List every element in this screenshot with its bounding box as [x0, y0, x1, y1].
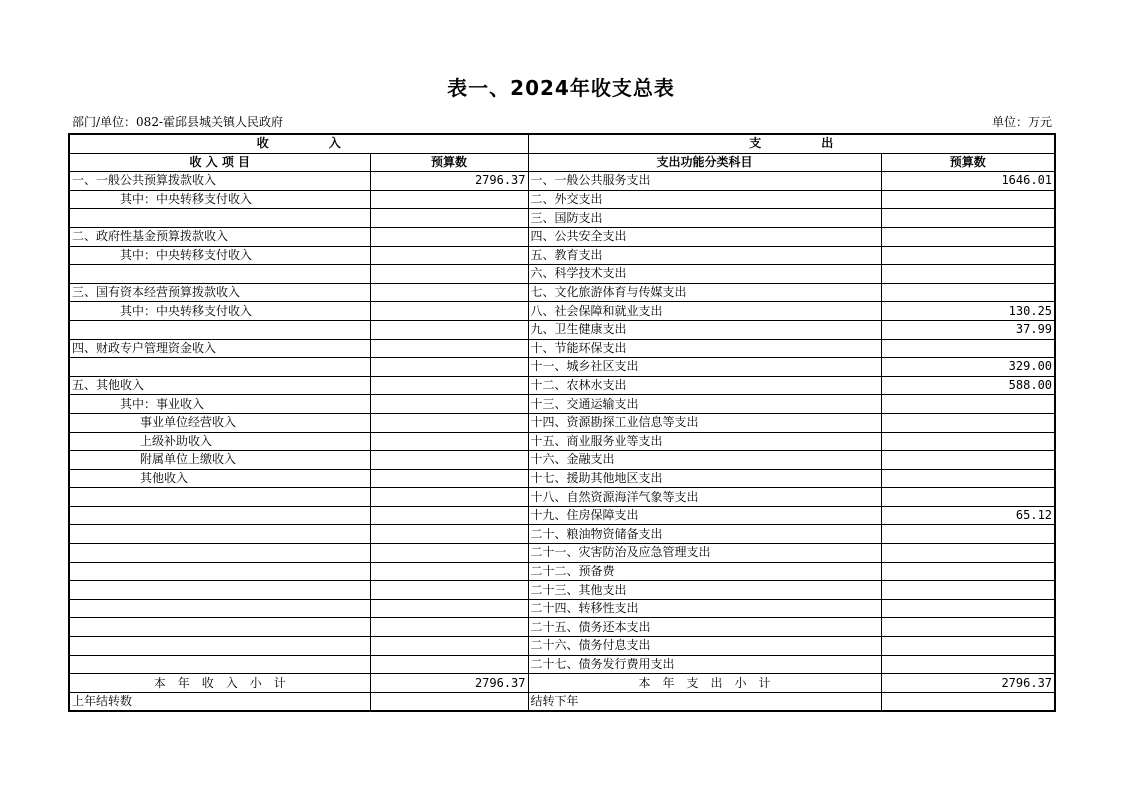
expense-amount-cell: 65.12 — [881, 506, 1055, 525]
expense-item-cell: 一、一般公共服务支出 — [528, 172, 881, 191]
table-group-header-row — [69, 134, 1055, 153]
expense-amount-cell: 1646.01 — [881, 172, 1055, 191]
income-item-cell: 事业单位经营收入 — [69, 413, 370, 432]
expense-amount-cell: 130.25 — [881, 302, 1055, 321]
page-title: 表一、2024年收支总表 — [447, 76, 675, 100]
income-subtotal-label: 本 年 收 入 小 计 — [69, 674, 370, 693]
table-row — [69, 562, 1055, 581]
table-row — [69, 358, 1055, 377]
income-amount-cell: 2796.37 — [370, 172, 528, 191]
income-item-cell — [69, 655, 370, 674]
expense-amount-cell: 329.00 — [881, 358, 1055, 377]
table-row — [69, 172, 1055, 191]
table-row — [69, 544, 1055, 563]
expense-item-cell: 十七、援助其他地区支出 — [528, 469, 881, 488]
carry-over-row — [69, 692, 1055, 711]
expense-item-cell: 十三、交通运输支出 — [528, 395, 881, 414]
expense-item-cell: 十二、农林水支出 — [528, 376, 881, 395]
income-amount-cell — [370, 488, 528, 507]
table-row — [69, 618, 1055, 637]
table-row — [69, 488, 1055, 507]
income-item-cell — [69, 562, 370, 581]
table-row — [69, 209, 1055, 228]
income-amount-cell — [370, 655, 528, 674]
income-carry-amount — [370, 692, 528, 711]
expense-item-cell: 四、公共安全支出 — [528, 227, 881, 246]
income-amount-cell — [370, 637, 528, 656]
expense-amount-cell — [881, 525, 1055, 544]
income-amount-cell — [370, 283, 528, 302]
income-item-cell — [69, 618, 370, 637]
expense-amount-cell — [881, 488, 1055, 507]
expense-carry-label: 结转下年 — [528, 692, 881, 711]
expense-amount-cell — [881, 190, 1055, 209]
income-item-header: 收 入 项 目 — [69, 153, 370, 172]
income-amount-cell — [370, 227, 528, 246]
expense-subtotal-label: 本 年 支 出 小 计 — [528, 674, 881, 693]
expense-item-cell: 十五、商业服务业等支出 — [528, 432, 881, 451]
income-item-cell: 上级补助收入 — [69, 432, 370, 451]
table-row — [69, 637, 1055, 656]
income-amount-cell — [370, 469, 528, 488]
expense-amount-cell — [881, 581, 1055, 600]
table-row — [69, 525, 1055, 544]
expense-item-cell: 十一、城乡社区支出 — [528, 358, 881, 377]
income-group-header: 收 入 — [69, 134, 528, 153]
expense-amount-cell: 37.99 — [881, 320, 1055, 339]
income-item-cell — [69, 506, 370, 525]
table-row — [69, 655, 1055, 674]
expense-group-header: 支 出 — [528, 134, 1055, 153]
expense-amount-cell — [881, 209, 1055, 228]
expense-item-cell: 三、国防支出 — [528, 209, 881, 228]
table-row — [69, 320, 1055, 339]
expense-budget-header: 预算数 — [881, 153, 1055, 172]
income-amount-cell — [370, 190, 528, 209]
expense-item-cell: 二十七、债务发行费用支出 — [528, 655, 881, 674]
expense-subtotal-amount: 2796.37 — [881, 674, 1055, 693]
expense-item-cell: 二十一、灾害防治及应急管理支出 — [528, 544, 881, 563]
unit-label: 单位：万元 — [991, 115, 1052, 129]
expense-amount-cell — [881, 599, 1055, 618]
expense-amount-cell — [881, 469, 1055, 488]
expense-item-cell: 五、教育支出 — [528, 246, 881, 265]
expense-item-cell: 二十二、预备费 — [528, 562, 881, 581]
table-row — [69, 506, 1055, 525]
table-row — [69, 190, 1055, 209]
expense-amount-cell — [881, 544, 1055, 563]
income-item-cell — [69, 637, 370, 656]
income-item-cell — [69, 209, 370, 228]
income-amount-cell — [370, 506, 528, 525]
expense-item-cell: 十九、住房保障支出 — [528, 506, 881, 525]
table-row — [69, 302, 1055, 321]
table-row — [69, 339, 1055, 358]
income-subtotal-amount: 2796.37 — [370, 674, 528, 693]
expense-amount-cell — [881, 432, 1055, 451]
income-item-cell: 其他收入 — [69, 469, 370, 488]
income-item-cell — [69, 488, 370, 507]
table-row — [69, 451, 1055, 470]
expense-item-cell: 九、卫生健康支出 — [528, 320, 881, 339]
income-amount-cell — [370, 618, 528, 637]
income-amount-cell — [370, 339, 528, 358]
income-item-cell — [69, 599, 370, 618]
expense-amount-cell — [881, 655, 1055, 674]
expense-item-cell: 二十五、债务还本支出 — [528, 618, 881, 637]
income-item-cell — [69, 358, 370, 377]
table-row — [69, 283, 1055, 302]
income-item-cell: 其中：中央转移支付收入 — [69, 246, 370, 265]
table-row — [69, 469, 1055, 488]
department-label: 部门/单位：082-霍邱县城关镇人民政府 — [72, 115, 284, 129]
expense-item-cell: 十六、金融支出 — [528, 451, 881, 470]
income-item-cell — [69, 265, 370, 284]
expense-amount-cell — [881, 339, 1055, 358]
income-item-cell — [69, 581, 370, 600]
expense-amount-cell — [881, 562, 1055, 581]
income-amount-cell — [370, 544, 528, 563]
expense-carry-amount — [881, 692, 1055, 711]
table-row — [69, 227, 1055, 246]
expense-amount-cell — [881, 395, 1055, 414]
table-row — [69, 395, 1055, 414]
expense-amount-cell — [881, 413, 1055, 432]
income-item-cell: 附属单位上缴收入 — [69, 451, 370, 470]
income-budget-header: 预算数 — [370, 153, 528, 172]
expense-amount-cell — [881, 451, 1055, 470]
income-item-cell — [69, 320, 370, 339]
expense-item-cell: 七、文化旅游体育与传媒支出 — [528, 283, 881, 302]
expense-amount-cell — [881, 265, 1055, 284]
expense-amount-cell — [881, 283, 1055, 302]
expense-amount-cell — [881, 246, 1055, 265]
table-row — [69, 246, 1055, 265]
income-amount-cell — [370, 320, 528, 339]
expense-amount-cell — [881, 637, 1055, 656]
income-amount-cell — [370, 376, 528, 395]
income-item-cell: 二、政府性基金预算拨款收入 — [69, 227, 370, 246]
income-amount-cell — [370, 358, 528, 377]
expense-item-header: 支出功能分类科目 — [528, 153, 881, 172]
table-column-header-row — [69, 153, 1055, 172]
income-amount-cell — [370, 525, 528, 544]
expense-amount-cell — [881, 227, 1055, 246]
expense-item-cell: 六、科学技术支出 — [528, 265, 881, 284]
subtotal-row — [69, 674, 1055, 693]
table-row — [69, 265, 1055, 284]
income-amount-cell — [370, 265, 528, 284]
expense-item-cell: 十四、资源勘探工业信息等支出 — [528, 413, 881, 432]
income-item-cell — [69, 544, 370, 563]
income-amount-cell — [370, 599, 528, 618]
table-row — [69, 376, 1055, 395]
expense-item-cell: 二十六、债务付息支出 — [528, 637, 881, 656]
expense-item-cell: 二十三、其他支出 — [528, 581, 881, 600]
expense-item-cell: 二、外交支出 — [528, 190, 881, 209]
table-row — [69, 599, 1055, 618]
income-amount-cell — [370, 451, 528, 470]
budget-summary-table — [68, 133, 1056, 712]
table-row — [69, 413, 1055, 432]
income-item-cell: 三、国有资本经营预算拨款收入 — [69, 283, 370, 302]
income-item-cell: 其中：中央转移支付收入 — [69, 190, 370, 209]
income-amount-cell — [370, 581, 528, 600]
income-item-cell: 四、财政专户管理资金收入 — [69, 339, 370, 358]
expense-item-cell: 十八、自然资源海洋气象等支出 — [528, 488, 881, 507]
income-amount-cell — [370, 246, 528, 265]
table-row — [69, 432, 1055, 451]
expense-item-cell: 八、社会保障和就业支出 — [528, 302, 881, 321]
income-item-cell: 五、其他收入 — [69, 376, 370, 395]
income-item-cell — [69, 525, 370, 544]
income-item-cell: 一、一般公共预算拨款收入 — [69, 172, 370, 191]
income-amount-cell — [370, 413, 528, 432]
income-amount-cell — [370, 302, 528, 321]
expense-item-cell: 二十四、转移性支出 — [528, 599, 881, 618]
income-item-cell: 其中：中央转移支付收入 — [69, 302, 370, 321]
income-amount-cell — [370, 432, 528, 451]
table-row — [69, 581, 1055, 600]
expense-amount-cell — [881, 618, 1055, 637]
income-amount-cell — [370, 209, 528, 228]
income-amount-cell — [370, 395, 528, 414]
expense-amount-cell: 588.00 — [881, 376, 1055, 395]
expense-item-cell: 十、节能环保支出 — [528, 339, 881, 358]
income-amount-cell — [370, 562, 528, 581]
expense-item-cell: 二十、粮油物资储备支出 — [528, 525, 881, 544]
income-carry-label: 上年结转数 — [69, 692, 370, 711]
income-item-cell: 其中：事业收入 — [69, 395, 370, 414]
